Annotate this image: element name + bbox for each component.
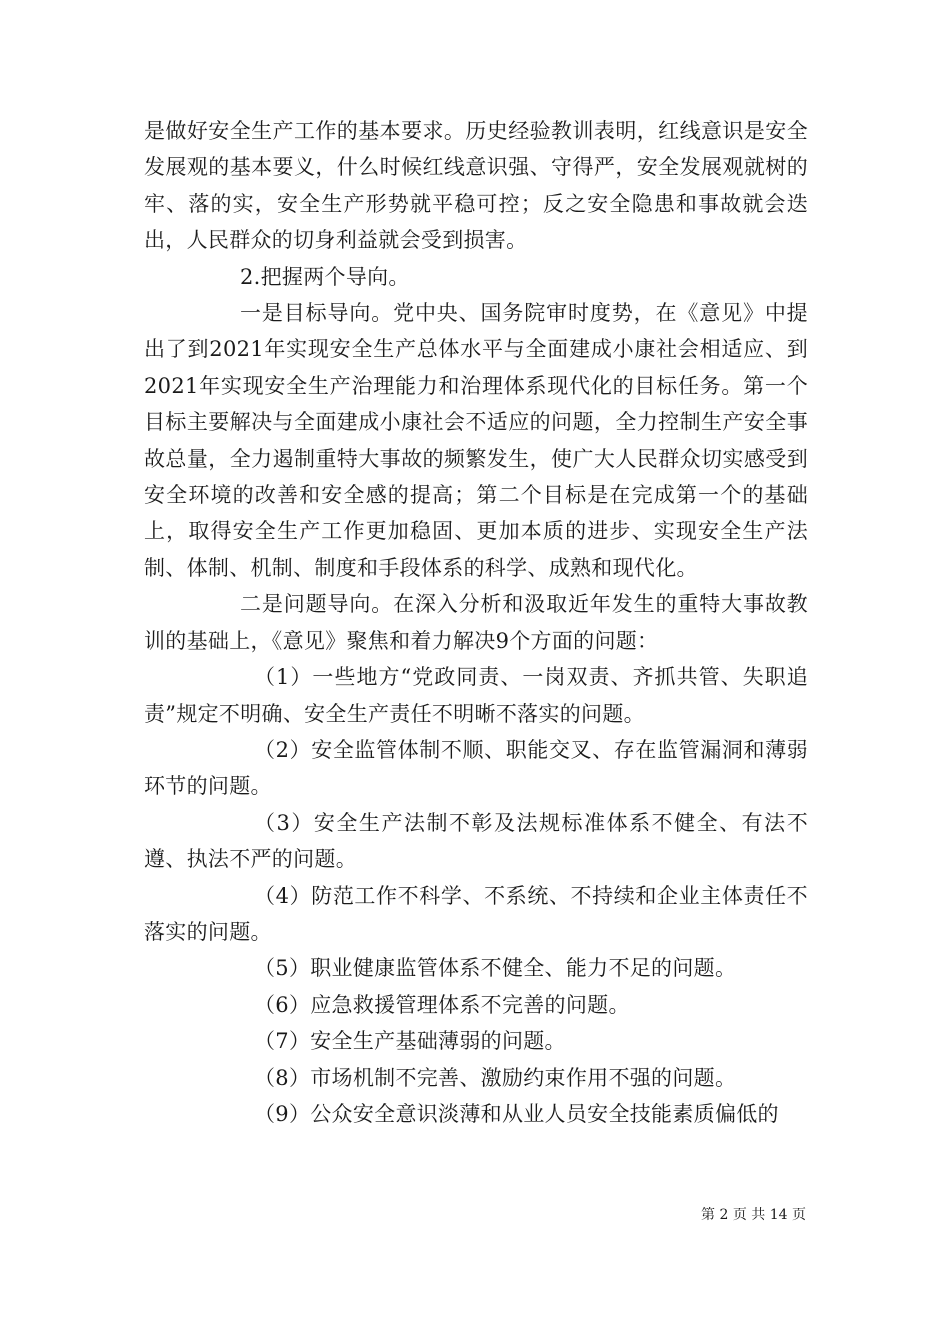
document-body	[144, 113, 808, 1132]
heading-two-orientations: 2.把握两个导向。	[240, 264, 410, 289]
page-number: 第 2 页 共 14 页	[701, 1207, 806, 1223]
paragraph-goal-orientation: 一是目标导向。党中央、国务院审时度势，在《意见》中提出了到2021年实现安全生产总体水平与全面建成小康社会相适应、到2021年实现安全生产治理能力和治理体系现代化的目标任务。第一个目标主要解决与全面建成小康社会不适应的问题，全力控制生产安全事故总量，全力遏制重特大事故的频繁发生，使广大人民群众切实感受到安全环境的改善和安全感的提高；第二个目标是在完成第一个的基础上，取得安全生产工作更加稳固、更加本质的进步、实现安全生产法制、体制、机制、制度和手段体系的科学、成熟和现代化。	[144, 301, 808, 580]
list-item-5: （5）职业健康监管体系不健全、能力不足的问题。	[254, 956, 737, 981]
list-item-8: （8）市场机制不完善、激励约束作用不强的问题。	[254, 1065, 737, 1090]
list-item-2: （2）安全监管体制不顺、职能交叉、存在监管漏洞和薄弱环节的问题。	[144, 737, 808, 799]
list-item-9: （9）公众安全意识淡薄和从业人员安全技能素质偏低的	[254, 1101, 779, 1126]
paragraph-problem-orientation: 二是问题导向。在深入分析和汲取近年发生的重特大事故教训的基础上，《意见》聚焦和着力解决9个方面的问题：	[144, 592, 808, 653]
list-item-4: （4）防范工作不科学、不系统、不持续和企业主体责任不落实的问题。	[144, 883, 808, 944]
list-item-6: （6）应急救援管理体系不完善的问题。	[254, 992, 630, 1017]
list-item-7: （7）安全生产基础薄弱的问题。	[254, 1029, 566, 1054]
paragraph-redline: 是做好安全生产工作的基本要求。历史经验教训表明，红线意识是安全发展观的基本要义，什么时候红线意识强、守得严，安全发展观就树的牢、落的实，安全生产形势就平稳可控；反之安全隐患和事故就会迭出，人民群众的切身利益就会受到损害。	[144, 119, 808, 253]
list-item-1: （1）一些地方“党政同责、一岗双责、齐抓共管、失职追责”规定不明确、安全生产责任不明晰不落实的问题。	[144, 665, 808, 726]
list-item-3: （3）安全生产法制不彰及法规标准体系不健全、有法不遵、执法不严的问题。	[144, 810, 808, 872]
